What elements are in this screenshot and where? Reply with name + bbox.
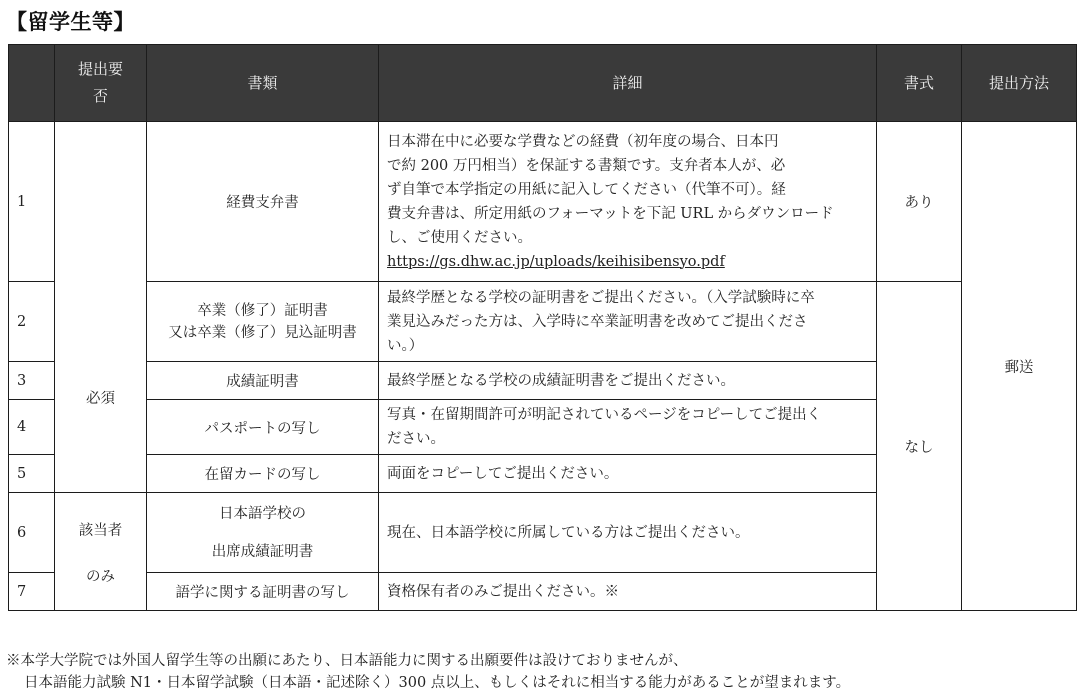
header-requirement-line1: 提出要 [77, 60, 123, 78]
footnote-line: ※本学大学院では外国人留学生等の出願にあたり、日本語能力に関する出願要件は設けておりませんが、 [6, 653, 688, 669]
document-detail: 資格保有者のみご提出ください。※ [379, 573, 877, 611]
detail-line: ず自筆で本学指定の用紙に記入してください（代筆不可）。経 [387, 181, 786, 198]
table-row [9, 122, 1077, 282]
detail-line: 写真・在留期間許可が明記されているページをコピーしてご提出く [387, 407, 822, 423]
detail-line: 費支弁書は、所定用紙のフォーマットを下記 URL からダウンロード [387, 205, 834, 222]
document-name-line: 卒業（修了）証明書 [197, 302, 328, 319]
detail-line: で約 200 万円相当）を保証する書類です。支弁者本人が、必 [387, 157, 786, 174]
document-name: 経費支弁書 [147, 122, 379, 282]
page-title: 【留学生等】 [6, 10, 135, 34]
header-cell-detail: 詳細 [379, 45, 877, 122]
download-url-link[interactable]: https://gs.dhw.ac.jp/uploads/keihisibensyo.pdf [387, 253, 725, 270]
table-header-row [9, 45, 1077, 122]
detail-line: 最終学歴となる学校の証明書をご提出ください。（入学試験時に卒 [387, 289, 815, 306]
row-number: 7 [9, 573, 55, 611]
document-name [147, 282, 379, 362]
requirement-applicable [55, 493, 147, 611]
header-cell-document: 書類 [147, 45, 379, 122]
header-cell-format: 書式 [877, 45, 962, 122]
documents-table [8, 44, 1077, 611]
requirement-mandatory: 必須 [55, 122, 147, 493]
row-number: 1 [9, 122, 55, 282]
detail-line: 日本滞在中に必要な学費などの経費（初年度の場合、日本円 [387, 133, 779, 150]
document-name: パスポートの写し [147, 400, 379, 455]
row-number: 4 [9, 400, 55, 455]
document-detail: 現在、日本語学校に所属している方はご提出ください。 [379, 493, 877, 573]
document-name [147, 493, 379, 573]
row-number: 6 [9, 493, 55, 573]
detail-line: し、ご使用ください。 [387, 229, 532, 246]
header-cell-method: 提出方法 [962, 45, 1077, 122]
requirement-applicable-line2: のみ [86, 568, 115, 585]
header-cell-number [9, 45, 55, 122]
row-number: 3 [9, 362, 55, 400]
document-name: 在留カードの写し [147, 455, 379, 493]
header-requirement-line2: 否 [92, 87, 108, 105]
document-name-line: 出席成績証明書 [211, 543, 314, 560]
document-name: 語学に関する証明書の写し [147, 573, 379, 611]
requirement-applicable-line1: 該当者 [78, 522, 123, 539]
submission-method: 郵送 [962, 122, 1077, 611]
format-yes: あり [877, 122, 962, 282]
document-name-line: 又は卒業（修了）見込証明書 [168, 324, 357, 341]
header-cell-requirement [55, 45, 147, 122]
document-name: 成績証明書 [147, 362, 379, 400]
document-detail [379, 400, 877, 455]
footnote [6, 650, 850, 694]
document-detail [379, 282, 877, 362]
table-row [9, 282, 1077, 362]
document-detail [379, 122, 877, 282]
document-name-line: 日本語学校の [219, 505, 306, 522]
row-number: 2 [9, 282, 55, 362]
document-detail: 両面をコピーしてご提出ください。 [379, 455, 877, 493]
document-detail: 最終学歴となる学校の成績証明書をご提出ください。 [379, 362, 877, 400]
detail-line: い。） [387, 337, 424, 354]
detail-line: ださい。 [387, 431, 445, 447]
detail-line: 業見込みだった方は、入学時に卒業証明書を改めてご提出くださ [387, 313, 808, 330]
footnote-line: 日本語能力試験 N1・日本留学試験（日本語・記述除く）300 点以上、もしくはそれに相当する能力があることが望まれます。 [24, 675, 851, 691]
row-number: 5 [9, 455, 55, 493]
format-no: なし [877, 282, 962, 611]
